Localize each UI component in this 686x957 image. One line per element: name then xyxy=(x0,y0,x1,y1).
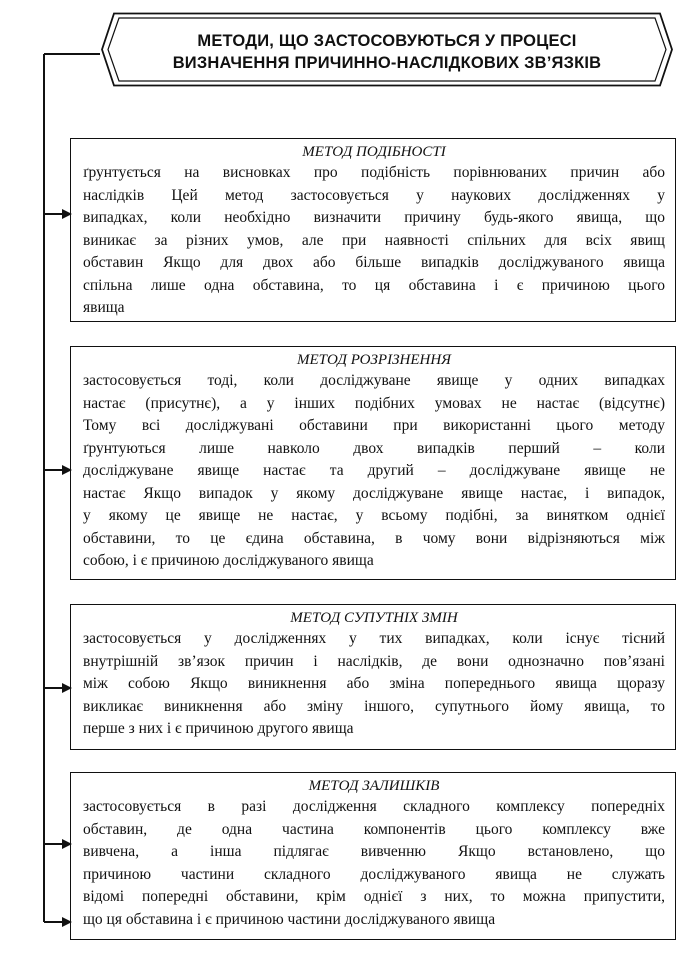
title-line: ВИЗНАЧЕННЯ ПРИЧИННО-НАСЛІДКОВИХ ЗВ’ЯЗКІВ xyxy=(172,54,602,72)
method-box-similarity xyxy=(70,138,676,322)
method-description xyxy=(83,796,665,931)
method-description xyxy=(83,162,665,320)
text-line: випадках, коли необхідно визначити причину будь-якого явища, що xyxy=(83,209,665,226)
method-heading: МЕТОД РОЗРІЗНЕННЯ xyxy=(296,352,452,368)
text-line: ґрунтуються лише навколо двох випадків перший – коли xyxy=(83,439,665,457)
method-box-residues xyxy=(70,772,676,940)
text-line: собою, і є причиною досліджуваного явища xyxy=(83,552,374,569)
text-line: перше з них і є причиною другого явища xyxy=(83,720,354,737)
method-heading: МЕТОД ЗАЛИШКІВ xyxy=(308,778,440,794)
text-line: наслідків Цей метод застосовується у наукових дослідженнях у xyxy=(83,186,665,204)
text-line: явища xyxy=(83,299,125,316)
page-title xyxy=(110,30,664,74)
text-line: між собою Якщо виникнення або зміна попереднього явища щоразу xyxy=(83,675,665,692)
text-line: застосовується тоді, коли досліджуване явище у одних випадках xyxy=(83,372,665,389)
text-line: що ця обставина і є причиною частини досліджуваного явища xyxy=(83,910,496,928)
text-line: Тому всі досліджувані обставини при використанні цього методу xyxy=(83,417,665,434)
method-heading: МЕТОД ПОДІБНОСТІ xyxy=(302,144,446,160)
title-line: МЕТОДИ, ЩО ЗАСТОСОВУЮТЬСЯ У ПРОЦЕСІ xyxy=(197,32,577,50)
text-line: причиною частини складного досліджуваного явища не служать xyxy=(83,865,665,883)
text-line: відомі попередні обставини, крім однієї з них, то можна припустити, xyxy=(83,888,665,905)
method-box-difference xyxy=(70,346,676,580)
text-line: у якому це явище не настає, у всьому подібні, за винятком однієї xyxy=(83,507,665,524)
text-line: обставин, де одна частина компонентів цього комплексу вже xyxy=(83,820,665,838)
title-box xyxy=(100,12,674,87)
method-box-concomitant-variations xyxy=(70,604,676,750)
text-line: застосовується у дослідженнях у тих випадках, коли існує тісний xyxy=(83,630,665,647)
text-line: викликає виникнення або зміну іншого, супутнього йому явища, то xyxy=(83,697,665,715)
text-line: вивчена, а інша підлягає вивченню Якщо встановлено, що xyxy=(83,843,665,860)
text-line: обставин Якщо для двох або більше випадків досліджуваного явища xyxy=(83,254,665,271)
method-heading: МЕТОД СУПУТНІХ ЗМІН xyxy=(290,610,458,626)
text-line: застосовується в разі дослідження складного комплексу попередніх xyxy=(83,798,665,815)
text-line: внутрішній зв’язок причин і наслідків, де вони однозначно пов’язані xyxy=(83,652,665,670)
text-line: ґрунтується на висновках про подібність порівнюваних причин або xyxy=(83,164,665,181)
text-line: обставини, то це єдина обставина, в чому вони відрізняються між xyxy=(83,529,665,547)
text-line: настає (присутнє), а у інших подібних умовах не настає (відсутнє) xyxy=(83,394,665,412)
method-description xyxy=(83,628,665,741)
text-line: спільна лише одна обставина, то ця обставина і є причиною цього xyxy=(83,276,665,294)
text-line: досліджуване явище настає та другий – досліджуване явище не xyxy=(83,462,665,479)
text-line: настає Якщо випадок у якому досліджуване явище настає, і випадок, xyxy=(83,484,665,502)
method-description xyxy=(83,370,665,573)
text-line: виникає за різних умов, але при наявності спільних для всіх явищ xyxy=(83,231,665,249)
